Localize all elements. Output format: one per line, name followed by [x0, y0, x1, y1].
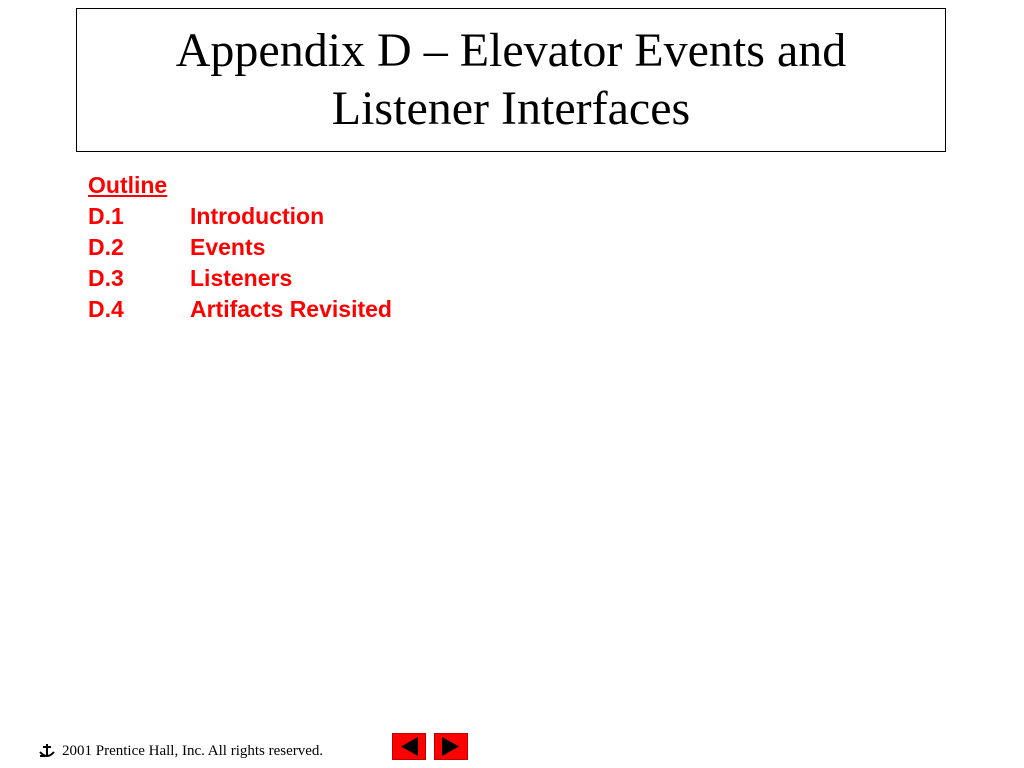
outline-item[interactable]: [88, 201, 392, 232]
outline-item[interactable]: [88, 263, 392, 294]
slide-title-line-2: Listener Interfaces: [331, 82, 691, 135]
outline-item-number: D.1: [88, 203, 124, 229]
outline: [88, 170, 392, 325]
copyright-text: 2001 Prentice Hall, Inc. All rights reserved.: [62, 742, 324, 759]
next-slide-button[interactable]: [434, 733, 468, 760]
arrow-left-icon: [393, 734, 425, 759]
outline-item-label: Listeners: [190, 265, 293, 291]
copyright-logo-icon: [38, 742, 56, 760]
outline-item[interactable]: [88, 232, 392, 263]
slide-title-line-1: Appendix D – Elevator Events and: [175, 24, 847, 77]
outline-item-number: D.4: [88, 296, 124, 322]
outline-item-number: D.2: [88, 234, 124, 260]
title-box: [76, 8, 946, 152]
outline-item-label: Introduction: [190, 203, 325, 229]
outline-item-number: D.3: [88, 265, 124, 291]
footer: [38, 742, 323, 760]
previous-slide-button[interactable]: [392, 733, 426, 760]
outline-heading[interactable]: Outline: [88, 172, 168, 198]
outline-item-label: Artifacts Revisited: [190, 296, 392, 322]
outline-item[interactable]: [88, 294, 392, 325]
arrow-right-icon: [435, 734, 467, 759]
outline-item-label: Events: [190, 234, 266, 260]
